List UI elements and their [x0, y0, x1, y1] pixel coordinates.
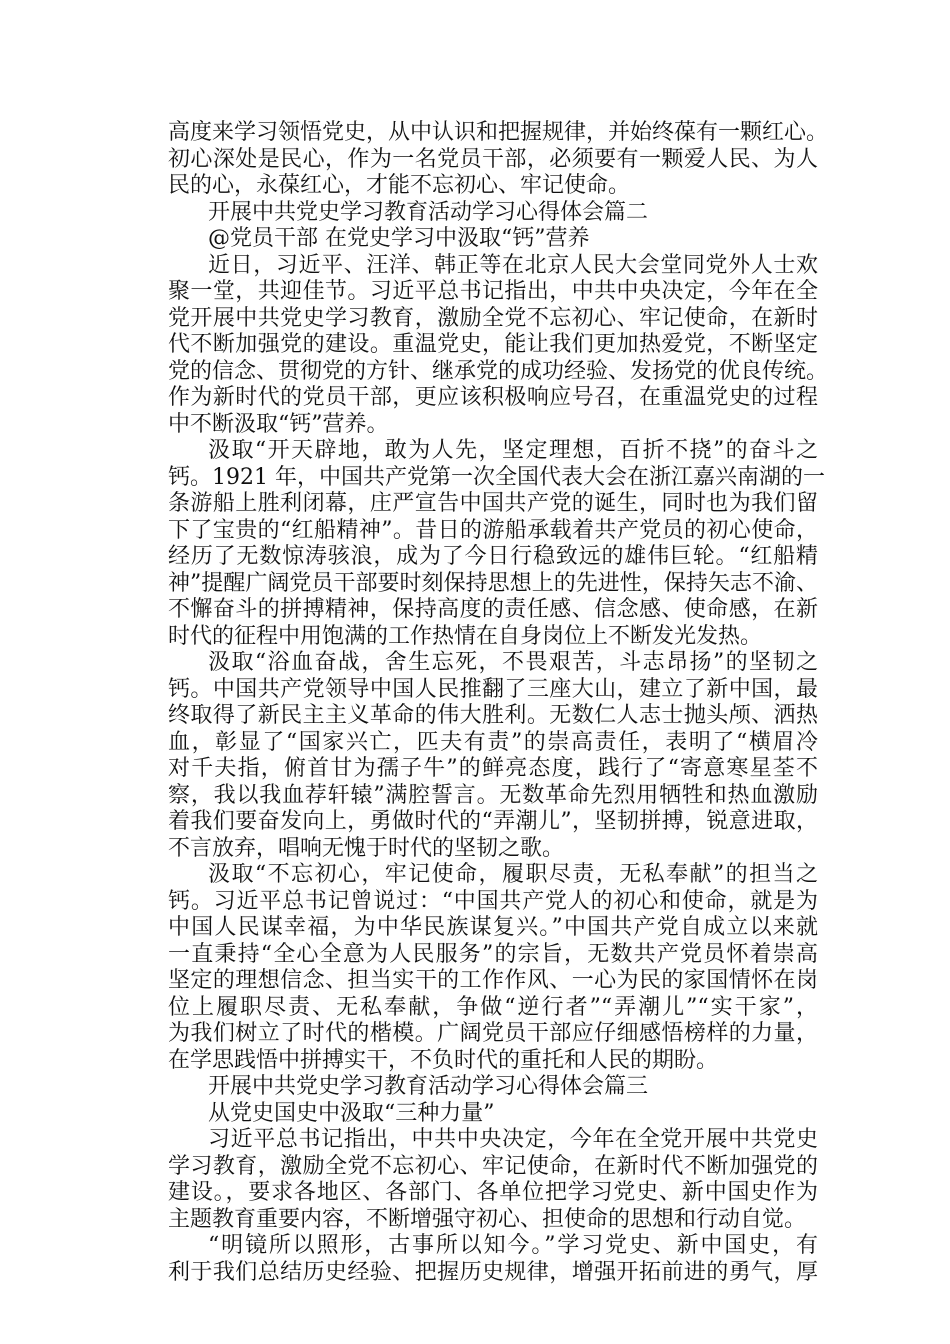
text-line: 条游船上胜利闭幕，庄严宣告中国共产党的诞生，同时也为我们留 [168, 491, 818, 516]
text-line: 着我们要奋发向上，勇做时代的“弄潮儿”，坚韧拼搏，锐意进取， [168, 809, 818, 834]
text-line: 高度来学习领悟党史，从中认识和把握规律，并始终葆有一颗红心。 [168, 120, 829, 145]
text-line: 习近平总书记指出，中共中央决定，今年在全党开展中共党史 [208, 1127, 818, 1152]
text-line: 聚一堂，共迎佳节。习近平总书记指出，中共中央决定，今年在全 [168, 279, 818, 304]
text-line: 中国人民谋幸福，为中华民族谋复兴。”中国共产党自成立以来就 [168, 915, 818, 940]
text-line: 为我们树立了时代的楷模。广阔党员干部应仔细感悟榜样的力量， [168, 1021, 818, 1046]
text-line: 血，彰显了“国家兴亡，匹夫有责”的崇高责任，表明了“横眉冷 [168, 729, 818, 755]
text-line: 下了宝贵的“红船精神”。昔日的游船承载着共产党员的初心使命， [168, 517, 818, 543]
text-line: 不懈奋斗的拼搏精神，保持高度的责任感、信念感、使命感，在新 [168, 597, 818, 622]
text-line: 对千夫指，俯首甘为孺子牛”的鲜亮态度，践行了“寄意寒星荃不 [168, 756, 818, 781]
text-line: 主题教育重要内容，不断增强守初心、担使命的思想和行动自觉。 [168, 1206, 807, 1232]
text-line: 钙。中国共产党领导中国人民推翻了三座大山，建立了新中国，最 [168, 676, 818, 702]
text-line: “明镜所以照形，古事所以知今。”学习党史、新中国史，有 [208, 1233, 818, 1258]
text-line: 从党史国史中汲取“三种力量” [208, 1100, 495, 1126]
text-line: 代不断加强党的建设。重温党史，能让我们更加热爱党，不断坚定 [168, 332, 818, 357]
text-line: 察，我以我血荐轩辕”满腔誓言。无数革命先烈用牺牲和热血激励 [168, 782, 818, 808]
text-line: @党员干部 在党史学习中汲取“钙”营养 [208, 226, 590, 251]
text-line: 汲取“不忘初心，牢记使命，履职尽责，无私奉献”的担当之 [208, 862, 818, 887]
text-line: 时代的征程中用饱满的工作热情在自身岗位上不断发光发热。 [168, 623, 763, 649]
text-line: 学习教育，激励全党不忘初心、牢记使命，在新时代不断加强党的 [168, 1153, 818, 1179]
document-body [168, 120, 829, 1286]
text-line: 经历了无数惊涛骇浪，成为了今日行稳致远的雄伟巨轮。“红船精 [168, 544, 818, 569]
text-line: 开展中共党史学习教育活动学习心得体会篇二 [208, 199, 649, 225]
text-line: 近日，习近平、汪洋、韩正等在北京人民大会堂同党外人士欢 [208, 252, 818, 278]
text-line: 建设。，要求各地区、各部门、各单位把学习党史、新中国史作为 [168, 1180, 818, 1205]
text-line: 汲取“开天辟地，敢为人先，坚定理想，百折不挠”的奋斗之 [208, 438, 818, 463]
text-line: 坚定的理想信念、担当实干的工作作风、一心为民的家国情怀在岗 [168, 968, 818, 993]
text-line: 位上履职尽责、无私奉献，争做“逆行者”“弄潮儿”“实干家”， [168, 994, 818, 1020]
text-line: 利于我们总结历史经验、把握历史规律，增强开拓前进的勇气，厚 [168, 1259, 818, 1285]
text-line: 不言放弃，唱响无愧于时代的坚韧之歌。 [168, 835, 565, 861]
text-line: 一直秉持“全心全意为人民服务”的宗旨，无数共产党员怀着崇高 [168, 941, 818, 967]
text-line: 民的心，永葆红心，才能不忘初心、牢记使命。 [168, 173, 631, 198]
text-line: 终取得了新民主主义革命的伟大胜利。无数仁人志士抛头颅、洒热 [168, 703, 818, 728]
text-line: 中不断汲取“钙”营养。 [168, 411, 389, 437]
text-line: 汲取“浴血奋战，舍生忘死，不畏艰苦，斗志昂扬”的坚韧之 [208, 650, 818, 675]
text-line: 开展中共党史学习教育活动学习心得体会篇三 [208, 1074, 649, 1099]
text-line: 神”提醒广阔党员干部要时刻保持思想上的先进性，保持矢志不渝、 [168, 570, 818, 596]
text-line: 作为新时代的党员干部，更应该积极响应号召，在重温党史的过程 [168, 385, 818, 410]
text-line: 钙。习近平总书记曾说过：“中国共产党人的初心和使命，就是为 [168, 888, 818, 914]
text-line: 初心深处是民心，作为一名党员干部，必须要有一颗爱人民、为人 [168, 146, 818, 172]
text-line: 在学思践悟中拼搏实干，不负时代的重托和人民的期盼。 [168, 1047, 719, 1073]
text-line: 党开展中共党史学习教育，激励全党不忘初心、牢记使命，在新时 [168, 305, 818, 331]
text-line: 钙。1921 年，中国共产党第一次全国代表大会在浙江嘉兴南湖的一 [168, 464, 825, 490]
text-line: 党的信念、贯彻党的方针、继承党的成功经验、发扬党的优良传统。 [168, 358, 829, 384]
